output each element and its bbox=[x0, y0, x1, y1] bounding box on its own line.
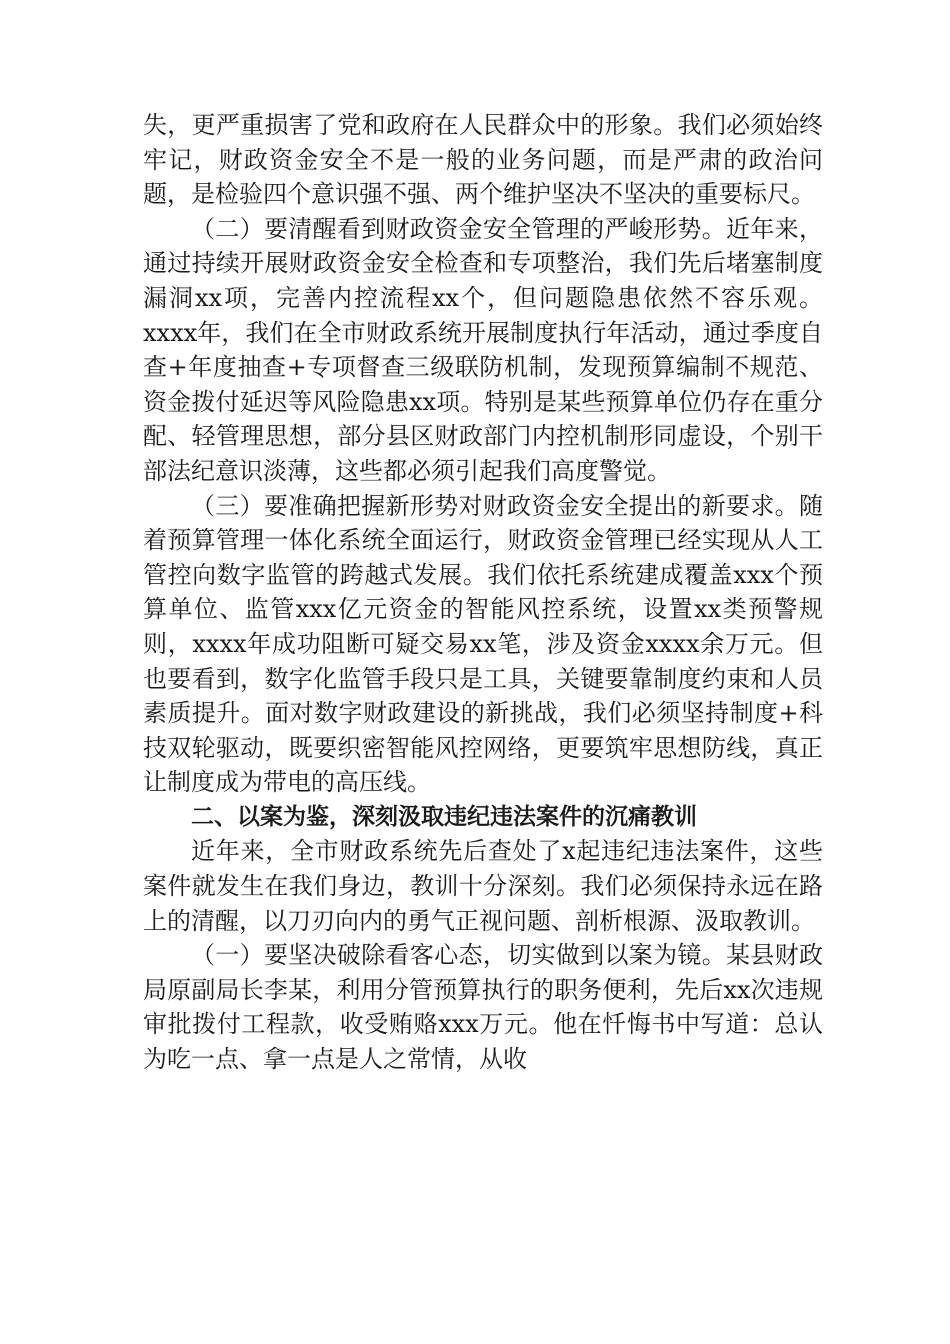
paragraph-continuation: 失，更严重损害了党和政府在人民群众中的形象。我们必须始终牢记，财政资金安全不是一般的业务问题，而是严肃的政治问题，是检验四个意识强不强、两个维护坚决不坚决的重要标尺。 bbox=[143, 111, 823, 209]
section-heading-2: 二、以案为鉴，深刻汲取违纪违法案件的沉痛教训 bbox=[191, 803, 697, 830]
paragraph-section-2-intro: 近年来，全市财政系统先后查处了x起违纪违法案件，这些案件就发生在我们身边，教训十分深刻。我们必须保持永远在路上的清醒，以刀刃向内的勇气正视问题、剖析根源、汲取教训。 bbox=[143, 837, 823, 935]
paragraph-section-2-1: （一）要坚决破除看客心态，切实做到以案为镜。某县财政局原副局长李某，利用分管预算执行的职务便利，先后xx次违规审批拨付工程款，收受贿赂xxx万元。他在忏悔书中写道：总认为吃一点、拿一点是人之常情，从收 bbox=[143, 941, 823, 1074]
document-body bbox=[143, 108, 823, 1077]
paragraph-section-1-3: （三）要准确把握新形势对财政资金安全提出的新要求。随着预算管理一体化系统全面运行，财政资金管理已经实现从人工管控向数字监管的跨越式发展。我们依托系统建成覆盖xxx个预算单位、监管xxx亿元资金的智能风控系统，设置xx类预警规则，xxxx年成功阻断可疑交易xx笔，涉及资金xxxx余万元。但也要看到，数字化监管手段只是工具，关键要靠制度约束和人员素质提升。面对数字财政建设的新挑战，我们必须坚持制度+科技双轮驱动，既要织密智能风控网络，更要筑牢思想防线，真正让制度成为带电的高压线。 bbox=[143, 491, 823, 797]
paragraph-section-1-2: （二）要清醒看到财政资金安全管理的严峻形势。近年来，通过持续开展财政资金安全检查和专项整治，我们先后堵塞制度漏洞xx项，完善内控流程xx个，但问题隐患依然不容乐观。xxxx年，我们在全市财政系统开展制度执行年活动，通过季度自查+年度抽查+专项督查三级联防机制，发现预算编制不规范、资金拨付延迟等风险隐患xx项。特别是某些预算单位仍存在重分配、轻管理思想，部分县区财政部门内控机制形同虚设，个别干部法纪意识淡薄，这些都必须引起我们高度警觉。 bbox=[143, 214, 823, 485]
